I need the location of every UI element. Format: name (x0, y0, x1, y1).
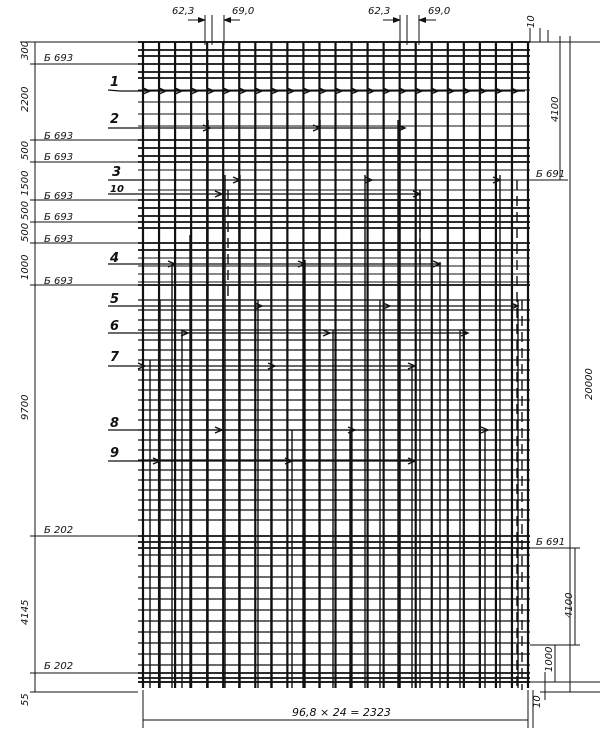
dim-left-4145: 4145 (20, 599, 31, 625)
dim-left-300: 300 (20, 40, 31, 60)
dim-top-4: 69,0 (428, 6, 451, 17)
label-b691-1: Б 691 (536, 169, 566, 180)
marker-7: 7 (110, 350, 120, 365)
marker-leaders (108, 88, 525, 464)
dim-top-2: 69,0 (232, 6, 255, 17)
dim-left-500c: 500 (20, 222, 31, 242)
marker-2: 2 (110, 112, 120, 127)
mesh-outline (138, 42, 530, 682)
dim-left-500b: 500 (20, 200, 31, 220)
marker-6: 6 (110, 319, 120, 334)
label-b693-4: Б 693 (44, 191, 74, 202)
label-b693-5: Б 693 (44, 212, 74, 223)
dim-left-55: 55 (20, 693, 31, 706)
label-b693-1: Б 693 (44, 53, 74, 64)
marker-10: 10 (110, 184, 124, 195)
dim-right-4100-top: 4100 (550, 96, 561, 122)
dim-top-3: 62,3 (368, 6, 391, 17)
dim-bottom-formula: 96,8 × 24 = 2323 (292, 706, 391, 719)
marker-3: 3 (112, 165, 122, 180)
dim-left-1000: 1000 (20, 254, 31, 280)
label-b693-7: Б 693 (44, 276, 74, 287)
dim-right-1000: 1000 (544, 646, 555, 672)
label-b693-6: Б 693 (44, 234, 74, 245)
dim-left-1500: 1500 (20, 170, 31, 196)
label-b693-2: Б 693 (44, 131, 74, 142)
marker-5: 5 (110, 292, 120, 307)
dim-left-500a: 500 (20, 140, 31, 160)
marker-9: 9 (110, 446, 120, 461)
top-dimension-lines (188, 15, 540, 45)
dim-top-right: 10 (526, 15, 537, 28)
dim-left-9700: 9700 (20, 394, 31, 420)
dim-right-4100-bottom: 4100 (564, 592, 575, 618)
dim-right-20000: 20000 (584, 368, 595, 400)
dim-top-1: 62,3 (172, 6, 195, 17)
dim-left-2200: 2200 (20, 86, 31, 112)
label-b202-2: Б 202 (44, 661, 74, 672)
marker-4: 4 (110, 251, 120, 266)
dim-bottom-right: 10 (532, 695, 543, 708)
left-dimension-chain (20, 42, 138, 692)
label-b693-3: Б 693 (44, 152, 74, 163)
label-b202-1: Б 202 (44, 525, 74, 536)
label-b691-2: Б 691 (536, 537, 566, 548)
marker-1: 1 (110, 75, 120, 90)
marker-8: 8 (110, 416, 120, 431)
